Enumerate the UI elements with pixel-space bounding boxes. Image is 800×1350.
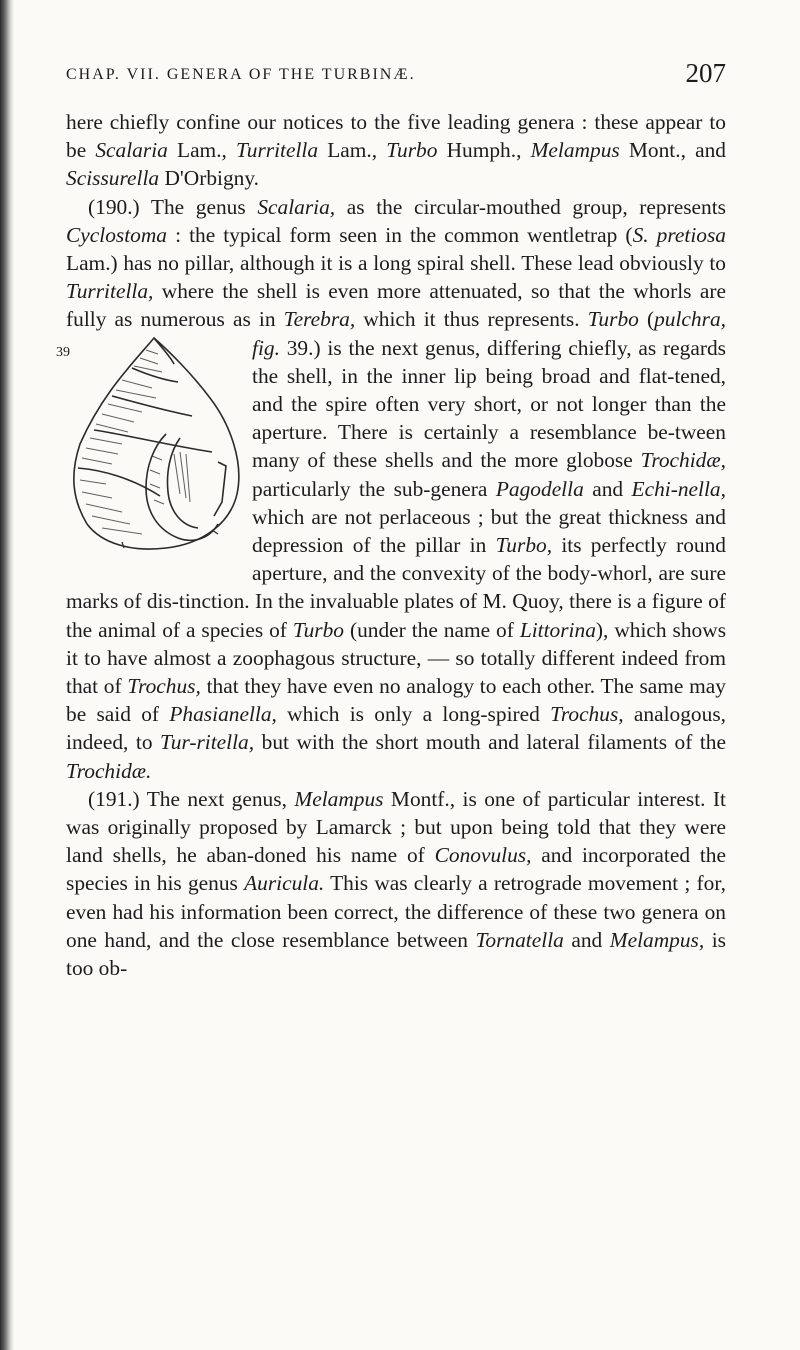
running-header [66,58,726,96]
text-run: ), which shows it to have almost a zoophagous structure, — so totally different indeed from that of [66,617,727,699]
text-run: and [563,927,610,952]
text-run: is too ob- [66,927,726,981]
genus-name: Tornatella [475,927,564,952]
text-run: where the shell is even more attenuated, so that the whorls are fully as numerous as in [66,279,726,332]
genus-name: Conovulus, [434,843,532,868]
text-run: its perfectly round aperture, and the convexity of the body-whorl, are sure marks of dis-tinction. In the invaluable plates of M. Quoy, there is a figure of the animal of a species of [66,533,726,642]
text-run: which are not perlaceous ; but the great thickness and depression of the pillar in [252,504,726,558]
turbo-shell-icon [62,334,246,560]
text-run: Lam.) has no pillar, although it is a long spiral shell. These lead obviously to [66,251,726,276]
genus-name: Turbo, [495,533,553,558]
text-run: Humph., [437,138,531,163]
genus-name: Echi-nella, [631,476,726,501]
genus-name: Pagodella [495,476,584,501]
text-run: analogous, indeed, to [66,702,726,755]
text-run: and [583,476,632,501]
text-run: (191.) The next genus, [88,786,295,811]
text-run: : the typical form seen in the common wentletrap ( [167,222,633,247]
genus-name: Scalaria, [257,194,336,219]
paragraph-continuation [66,108,726,193]
family-name: Trochidæ. [66,758,152,783]
text-run: (under the name of [344,617,520,642]
genus-name: Turbo [292,617,345,642]
text-run: ( [638,307,655,332]
genus-name: Trochus, [550,702,624,727]
figure-number: 39 [56,344,70,360]
text-run: particularly the sub-genera [252,476,496,501]
genus-name: Melampus [530,138,620,163]
figure-reference: pulchra, fig. [252,307,726,360]
species-name: S. pretiosa [632,222,726,247]
text-run: (190.) The genus [88,194,258,219]
paragraph-190 [56,193,727,785]
genus-name: Cyclostoma [66,222,167,247]
text-run: that they have even no analogy to each other. The same may be said of [66,674,726,727]
genus-name: Scissurella [66,166,160,191]
text-run: as the circular-mouthed group, represents [335,194,727,219]
genus-name: Turritella, [66,279,154,304]
text-run: 39.) is the next genus, differing chiefly, as regards the shell, in the inner lip being broad and flat-tened, and the spire often very short, or not longer than the aperture. There is certainly a resemblance be-tween many of these shells and the more globose [252,335,726,473]
page-number: 207 [685,58,726,88]
paragraph-191 [66,785,726,982]
running-title: CHAP. VII. GENERA OF THE TURBINÆ. [66,66,416,83]
genus-name: Auricula. [244,871,325,896]
family-name: Trochidæ, [640,448,726,473]
genus-name: Turritella [236,138,319,163]
figure-39 [14,334,246,560]
genus-name: Phasianella, [169,702,277,727]
text-run: Montf., is one of particular interest. It was originally proposed by Lamarck ; but upon being told that they were land shells, he aban-doned his name of [66,786,726,868]
body-text [56,108,727,982]
genus-name: Littorina [519,617,596,642]
text-run: Mont., and [619,138,726,163]
text-run: This was clearly a retrograde movement ; for, even had his information been correct, the difference of these two genera on one hand, and the close resemblance between [66,871,726,952]
text-run: D'Orbigny. [159,166,259,191]
genus-name: Tur-ritella, [160,730,255,755]
text-run: but with the short mouth and lateral filaments of the [254,730,727,755]
text-run: which is only a long-spired [276,702,551,727]
text-run: Lam., [167,138,237,163]
genus-name: Turbo [587,307,639,332]
page-binding-edge [0,0,14,1350]
text-run: which it thus represents. [355,307,588,332]
text-run: here chiefly confine our notices to the five leading genera : these appear to be [66,110,726,163]
genus-name: Turbo [386,138,438,163]
genus-name: Terebra, [283,307,356,332]
genus-name: Scalaria [95,138,168,163]
genus-name: Melampus, [609,927,705,952]
text-run: and incorporated the species in his genus [66,843,726,896]
genus-name: Trochus, [127,674,201,699]
text-run: Lam., [318,138,387,163]
genus-name: Melampus [294,786,384,811]
